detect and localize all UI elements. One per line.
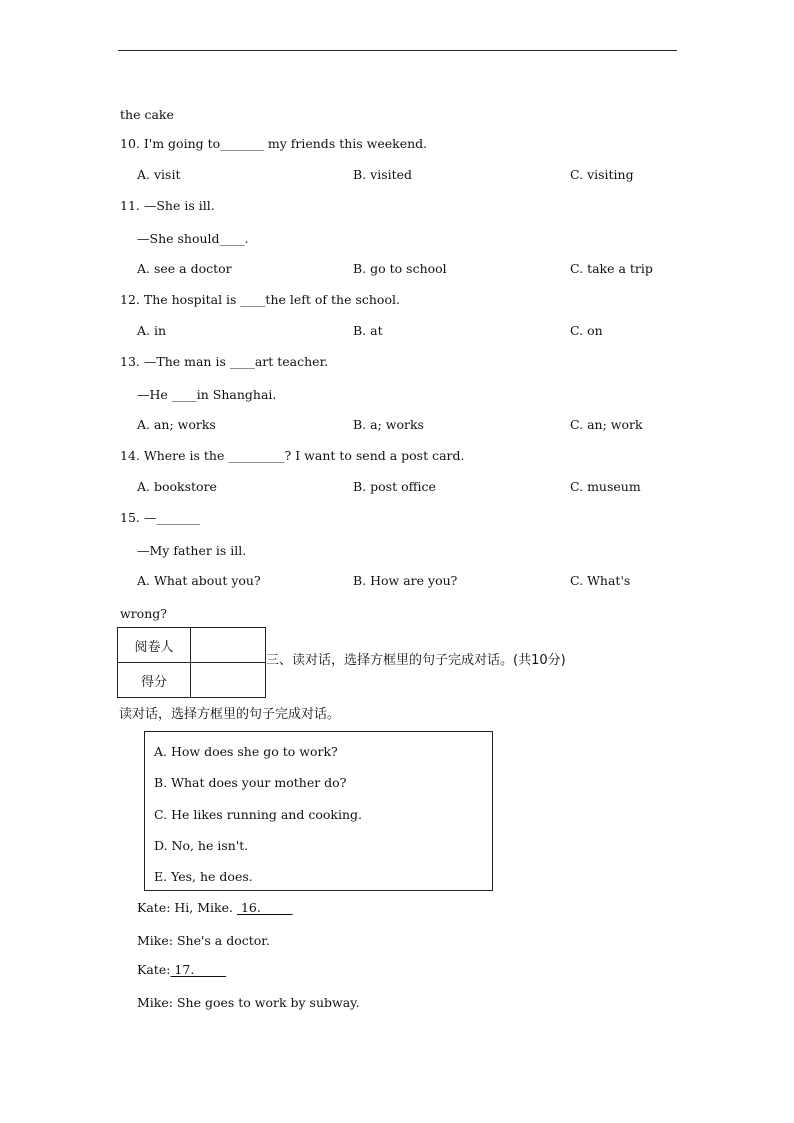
q14-option-c: C. museum	[570, 479, 641, 494]
question-10: 10. I'm going to_______ my friends this weekend.	[120, 136, 428, 151]
option-e: E. Yes, he does.	[154, 869, 253, 884]
dialogue-line-3	[137, 962, 226, 978]
q15-option-a: A. What about you?	[137, 573, 261, 588]
question-11: 11. —She is ill.	[120, 198, 215, 213]
question-13-reply: —He ____in Shanghai.	[137, 387, 277, 402]
option-a: A. How does she go to work?	[154, 744, 338, 759]
score-cell	[191, 663, 266, 698]
blank-17: 17.	[170, 962, 227, 977]
q15-option-c-wrap: wrong?	[120, 606, 167, 621]
q10-option-b: B. visited	[353, 167, 413, 182]
q10-option-a: A. visit	[137, 167, 181, 182]
dialogue-speaker-1: Kate: Hi, Mike.	[137, 900, 237, 915]
q11-option-a: A. see a doctor	[137, 261, 232, 276]
q13-option-b: B. a; works	[353, 417, 424, 432]
question-13: 13. —The man is ____art teacher.	[120, 354, 329, 369]
continued-line: the cake	[120, 107, 174, 122]
q11-option-c: C. take a trip	[570, 261, 653, 276]
q10-option-c: C. visiting	[570, 167, 634, 182]
q13-option-c: C. an; work	[570, 417, 643, 432]
dialogue-speaker-3: Kate:	[137, 962, 171, 977]
score-label: 得分	[118, 663, 191, 698]
dialogue-line-1	[137, 900, 293, 916]
dialogue-line-4	[137, 995, 360, 1011]
options-box	[144, 731, 493, 891]
q13-option-a: A. an; works	[137, 417, 216, 432]
q14-option-a: A. bookstore	[137, 479, 217, 494]
option-d: D. No, he isn't.	[154, 838, 249, 853]
q15-option-b: B. How are you?	[353, 573, 458, 588]
dialogue-speaker-2: Mike: She's a doctor.	[137, 933, 270, 948]
question-15: 15. —_______	[120, 510, 201, 525]
question-11-reply: —She should____.	[137, 231, 249, 246]
question-12: 12. The hospital is ____the left of the school.	[120, 292, 400, 307]
header-rule	[118, 50, 677, 51]
option-c: C. He likes running and cooking.	[154, 807, 362, 822]
section-3-instruction: 读对话，选择方框里的句子完成对话。	[119, 707, 341, 722]
q12-option-a: A. in	[137, 323, 167, 338]
option-b: B. What does your mother do?	[154, 775, 347, 790]
question-14: 14. Where is the _________? I want to send a post card.	[120, 448, 465, 463]
score-table	[117, 627, 266, 698]
q15-option-c: C. What's	[570, 573, 631, 588]
reviewer-label: 阅卷人	[118, 628, 191, 663]
q12-option-c: C. on	[570, 323, 603, 338]
dialogue-line-2	[137, 933, 270, 949]
dialogue-speaker-4: Mike: She goes to work by subway.	[137, 995, 360, 1010]
question-15-reply: —My father is ill.	[137, 543, 247, 558]
blank-16: 16.	[236, 900, 293, 915]
reviewer-cell	[191, 628, 266, 663]
q12-option-b: B. at	[353, 323, 383, 338]
section-3-title: 三、读对话，选择方框里的句子完成对话。(共10分)	[266, 653, 566, 668]
q14-option-b: B. post office	[353, 479, 436, 494]
q11-option-b: B. go to school	[353, 261, 447, 276]
